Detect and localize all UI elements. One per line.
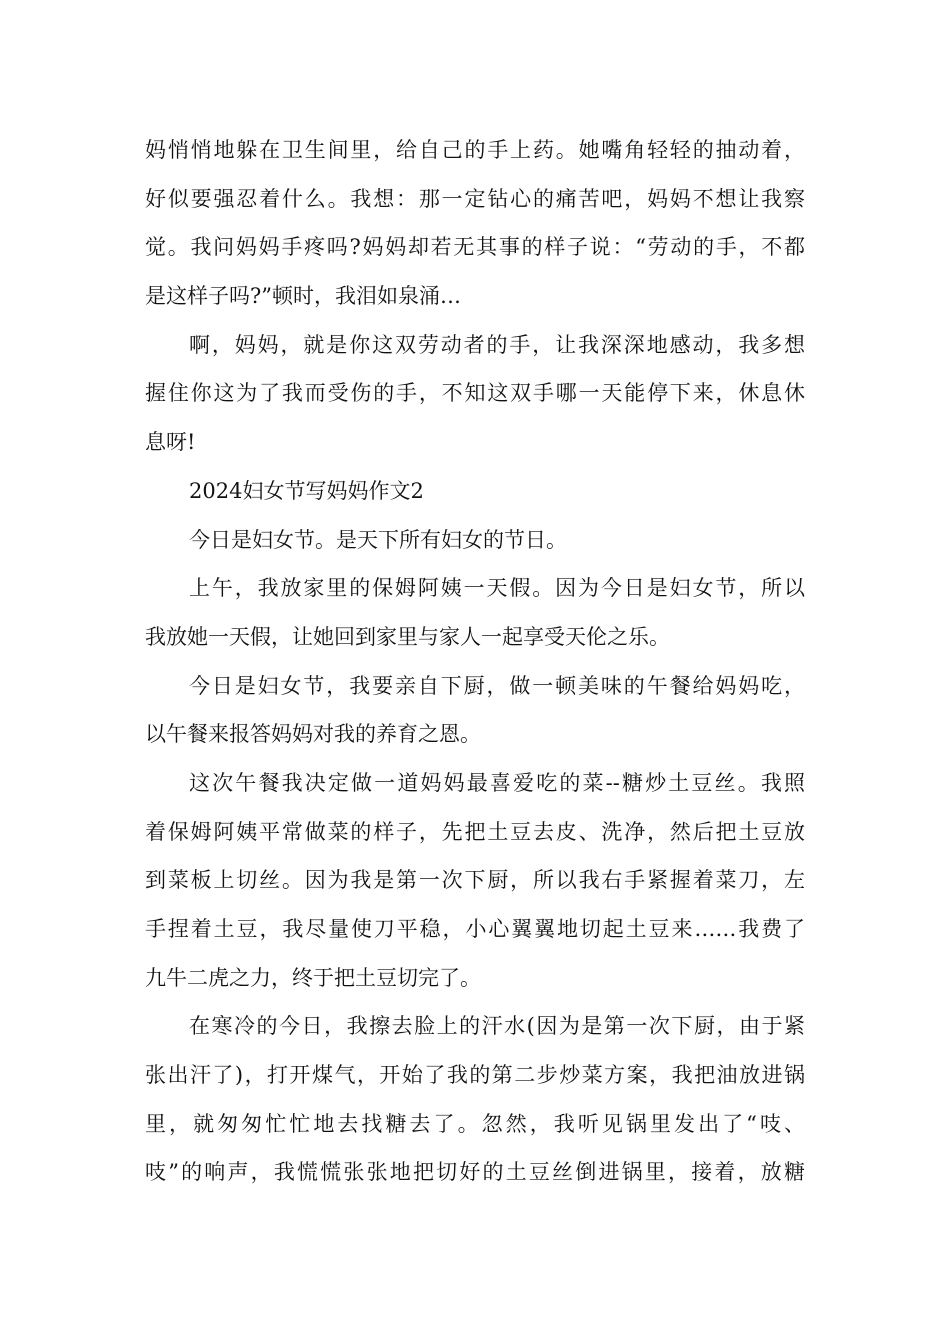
text-line: 觉。我问妈妈手疼吗?妈妈却若无其事的样子说：“劳动的手，不都 bbox=[145, 235, 805, 260]
text-line: 啊，妈妈，就是你这双劳动者的手，让我深深地感动，我多想 bbox=[189, 332, 805, 357]
text-line: 是这样子吗?”顿时，我泪如泉涌… bbox=[145, 284, 461, 309]
paragraph bbox=[145, 662, 805, 759]
paragraph bbox=[145, 126, 805, 321]
text-line: 我放她一天假，让她回到家里与家人一起享受天伦之乐。 bbox=[145, 624, 670, 649]
text-line: 今日是妇女节，我要亲自下厨，做一顿美味的午餐给妈妈吃， bbox=[189, 673, 805, 698]
text-line: 今日是妇女节。是天下所有妇女的节日。 bbox=[189, 527, 567, 552]
text-line: 好似要强忍着什么。我想：那一定钻心的痛苦吧，妈妈不想让我察 bbox=[145, 186, 805, 211]
text-line: 上午，我放家里的保姆阿姨一天假。因为今日是妇女节，所以 bbox=[189, 576, 805, 601]
text-line: 在寒冷的今日，我擦去脸上的汗水(因为是第一次下厨，由于紧 bbox=[189, 1014, 805, 1039]
text-line: 九牛二虎之力，终于把土豆切完了。 bbox=[145, 965, 481, 990]
text-line: 到菜板上切丝。因为我是第一次下厨，所以我右手紧握着菜刀，左 bbox=[145, 868, 805, 893]
text-line: 张出汗了)，打开煤气，开始了我的第二步炒菜方案，我把油放进锅 bbox=[145, 1063, 805, 1088]
text-line: 握住你这为了我而受伤的手，不知这双手哪一天能停下来，休息休 bbox=[145, 381, 805, 406]
text-line: 里，就匆匆忙忙地去找糖去了。忽然，我听见锅里发出了“吱、 bbox=[145, 1111, 805, 1136]
text-line: 妈悄悄地躲在卫生间里，给自己的手上药。她嘴角轻轻的抽动着， bbox=[145, 138, 805, 162]
text-line: 吱”的响声，我慌慌张张地把切好的土豆丝倒进锅里，接着，放糖 bbox=[145, 1160, 805, 1185]
paragraph bbox=[145, 516, 805, 565]
text-line: 息呀! bbox=[145, 430, 196, 455]
paragraph bbox=[145, 321, 805, 467]
text-line: 手捏着土豆，我尽量使刀平稳，小心翼翼地切起土豆来……我费了 bbox=[145, 917, 805, 941]
section-title bbox=[145, 467, 805, 516]
text-line: 以午餐来报答妈妈对我的养育之恩。 bbox=[145, 722, 481, 747]
document-page bbox=[145, 126, 805, 1197]
paragraph bbox=[145, 564, 805, 661]
text-line: 这次午餐我决定做一道妈妈最喜爱吃的菜--糖炒土豆丝。我照 bbox=[189, 770, 805, 795]
text-line: 着保姆阿姨平常做菜的样子，先把土豆去皮、洗净，然后把土豆放 bbox=[145, 819, 805, 844]
paragraph bbox=[145, 1002, 805, 1197]
text-line: 2024妇女节写妈妈作文2 bbox=[189, 478, 424, 503]
paragraph bbox=[145, 759, 805, 1002]
